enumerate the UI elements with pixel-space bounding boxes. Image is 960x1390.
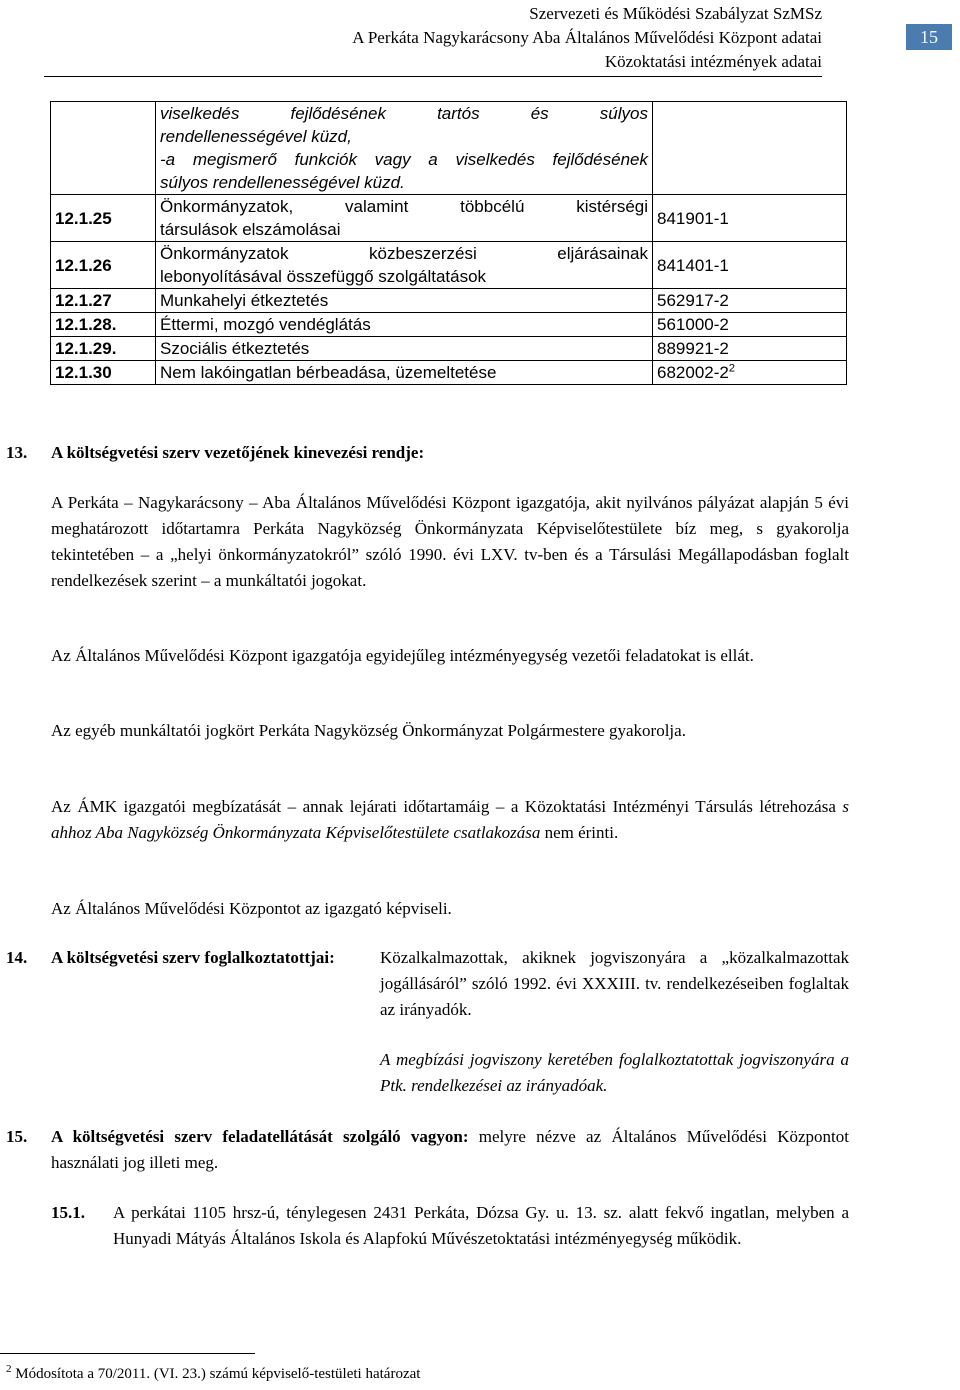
table-row: [51, 195, 847, 242]
intro-line: súlyos rendellenességével küzd.: [160, 173, 405, 192]
table-row: [51, 313, 847, 337]
section-15-text: melyre nézve az Általános Művelődési Központot használati jog illeti meg.: [51, 1127, 849, 1172]
footnote-mark: 2: [6, 1363, 12, 1375]
table-cell-desc: [156, 102, 653, 195]
section-14-title: A költségvetési szerv foglalkoztatottjai:: [51, 948, 335, 967]
section-14-number: 14.: [6, 948, 28, 967]
activity-table: [50, 101, 847, 385]
footnote: [6, 1364, 420, 1384]
header-line-1: Szervezeti és Működési Szabályzat SzMSz: [529, 4, 822, 23]
desc-line: társulások elszámolásai: [160, 220, 341, 239]
subsection-15-1-number: 15.1.: [51, 1203, 85, 1222]
row-code: 562917-2: [653, 289, 847, 313]
section-15-title: A költségvetési szerv feladatellátását szolgáló vagyon:: [51, 1127, 469, 1146]
desc-line: Önkormányzatok közbeszerzési eljárásainak: [160, 244, 648, 263]
header-line-3: Közoktatási intézmények adatai: [604, 52, 822, 71]
section-13-number: 13.: [6, 443, 28, 462]
header-line-2: A Perkáta Nagykarácsony Aba Általános Művelődési Központ adatai: [352, 28, 822, 47]
s13-paragraph-2: Az Általános Művelődési Központ igazgatója egyidejűleg intézményegység vezetői feladatokat is ellát.: [51, 646, 754, 665]
intro-line: rendellenességével küzd,: [160, 127, 352, 146]
table-cell-num: [51, 102, 156, 195]
row-number: 12.1.26: [51, 242, 156, 289]
table-row: [51, 361, 847, 385]
row-code: 561000-2: [653, 313, 847, 337]
desc-line: Önkormányzatok, valamint többcélú kistérségi: [160, 197, 648, 216]
s14-contract-text: A megbízási jogviszony keretében foglalkoztatottak jogviszonyára a Ptk. rendelkezései az irányadóak.: [380, 1050, 849, 1095]
row-number: 12.1.30: [51, 361, 156, 385]
row-description: Nem lakóingatlan bérbeadása, üzemeltetése: [156, 361, 653, 385]
row-number: 12.1.28.: [51, 313, 156, 337]
table-row: [51, 289, 847, 313]
table-row: [51, 242, 847, 289]
row-description: Szociális étkeztetés: [156, 337, 653, 361]
p4-part-b: s ahhoz Aba Nagyközség Önkormányzata Képviselőtestülete csatlakozása: [51, 797, 849, 842]
table-cell-code: [653, 102, 847, 195]
row-number: 12.1.25: [51, 195, 156, 242]
row-description: Munkahelyi étkeztetés: [156, 289, 653, 313]
row-description: [156, 195, 653, 242]
p4-part-a: Az ÁMK igazgatói megbízatását – annak lejárati időtartamáig – a Közoktatási Intézményi Társulás létrehozása: [51, 797, 836, 816]
row-number: 12.1.27: [51, 289, 156, 313]
row-number: 12.1.29.: [51, 337, 156, 361]
table-row: [51, 337, 847, 361]
section-15-number: 15.: [6, 1127, 28, 1146]
page-header: [352, 2, 822, 74]
page-number: 15: [906, 24, 952, 50]
s14-employees-text: Közalkalmazottak, akiknek jogviszonyára a „közalkalmazottak jogállásáról” szóló 1992. évi XXXIII. tv. rendelkezéseiben foglaltak az irányadók.: [380, 948, 849, 1019]
p4-part-c: nem érinti.: [544, 823, 619, 842]
row-code: 889921-2: [653, 337, 847, 361]
s13-paragraph-5: Az Általános Művelődési Központot az igazgató képviseli.: [51, 899, 452, 918]
desc-line: lebonyolításával összefüggő szolgáltatások: [160, 267, 487, 286]
row-description: [156, 242, 653, 289]
s13-paragraph-4: [51, 794, 849, 846]
intro-line: -a megismerő funkciók vagy a viselkedés fejlődésének: [160, 150, 648, 169]
row-code: 841401-1: [653, 242, 847, 289]
s13-paragraph-1: A Perkáta – Nagykarácsony – Aba Általános Művelődési Központ igazgatója, akit nyilvános pályázat alapján 5 évi meghatározott időtartamra Perkáta Nagyközség Önkormányzata Képviselőtestülete bíz meg, s gyakorolja tekintetében – a „helyi önkormányzatokról” szóló 1990. évi LXV. tv-ben és a Társulási Megállapodásban foglalt rendelkezések szerint – a munkáltatói jogokat.: [51, 493, 849, 590]
footnote-text: Módosítota a 70/2011. (VI. 23.) számú képviselő-testületi határozat: [15, 1366, 421, 1382]
table-row: [51, 102, 847, 195]
subsection-15-1-text: A perkátai 1105 hrsz-ú, ténylegesen 2431 Perkáta, Dózsa Gy. u. 13. sz. alatt fekvő ingatlan, melyben a Hunyadi Mátyás Általános Iskola és Alapfokú Művészetoktatási intézményegység működik.: [113, 1203, 849, 1248]
row-description: Éttermi, mozgó vendéglátás: [156, 313, 653, 337]
intro-line: viselkedés fejlődésének tartós és súlyos: [160, 104, 648, 123]
row-code: 841901-1: [653, 195, 847, 242]
code-value: 682002-2: [657, 363, 729, 382]
row-code: [653, 361, 847, 385]
s13-paragraph-3: Az egyéb munkáltatói jogkört Perkáta Nagyközség Önkormányzat Polgármestere gyakorolja.: [51, 721, 686, 740]
footnote-divider: [0, 1353, 255, 1354]
section-13-title: A költségvetési szerv vezetőjének kinevezési rendje:: [51, 443, 425, 462]
footnote-ref: 2: [728, 362, 735, 375]
header-divider: [44, 76, 822, 77]
s15-paragraph: [51, 1124, 849, 1176]
